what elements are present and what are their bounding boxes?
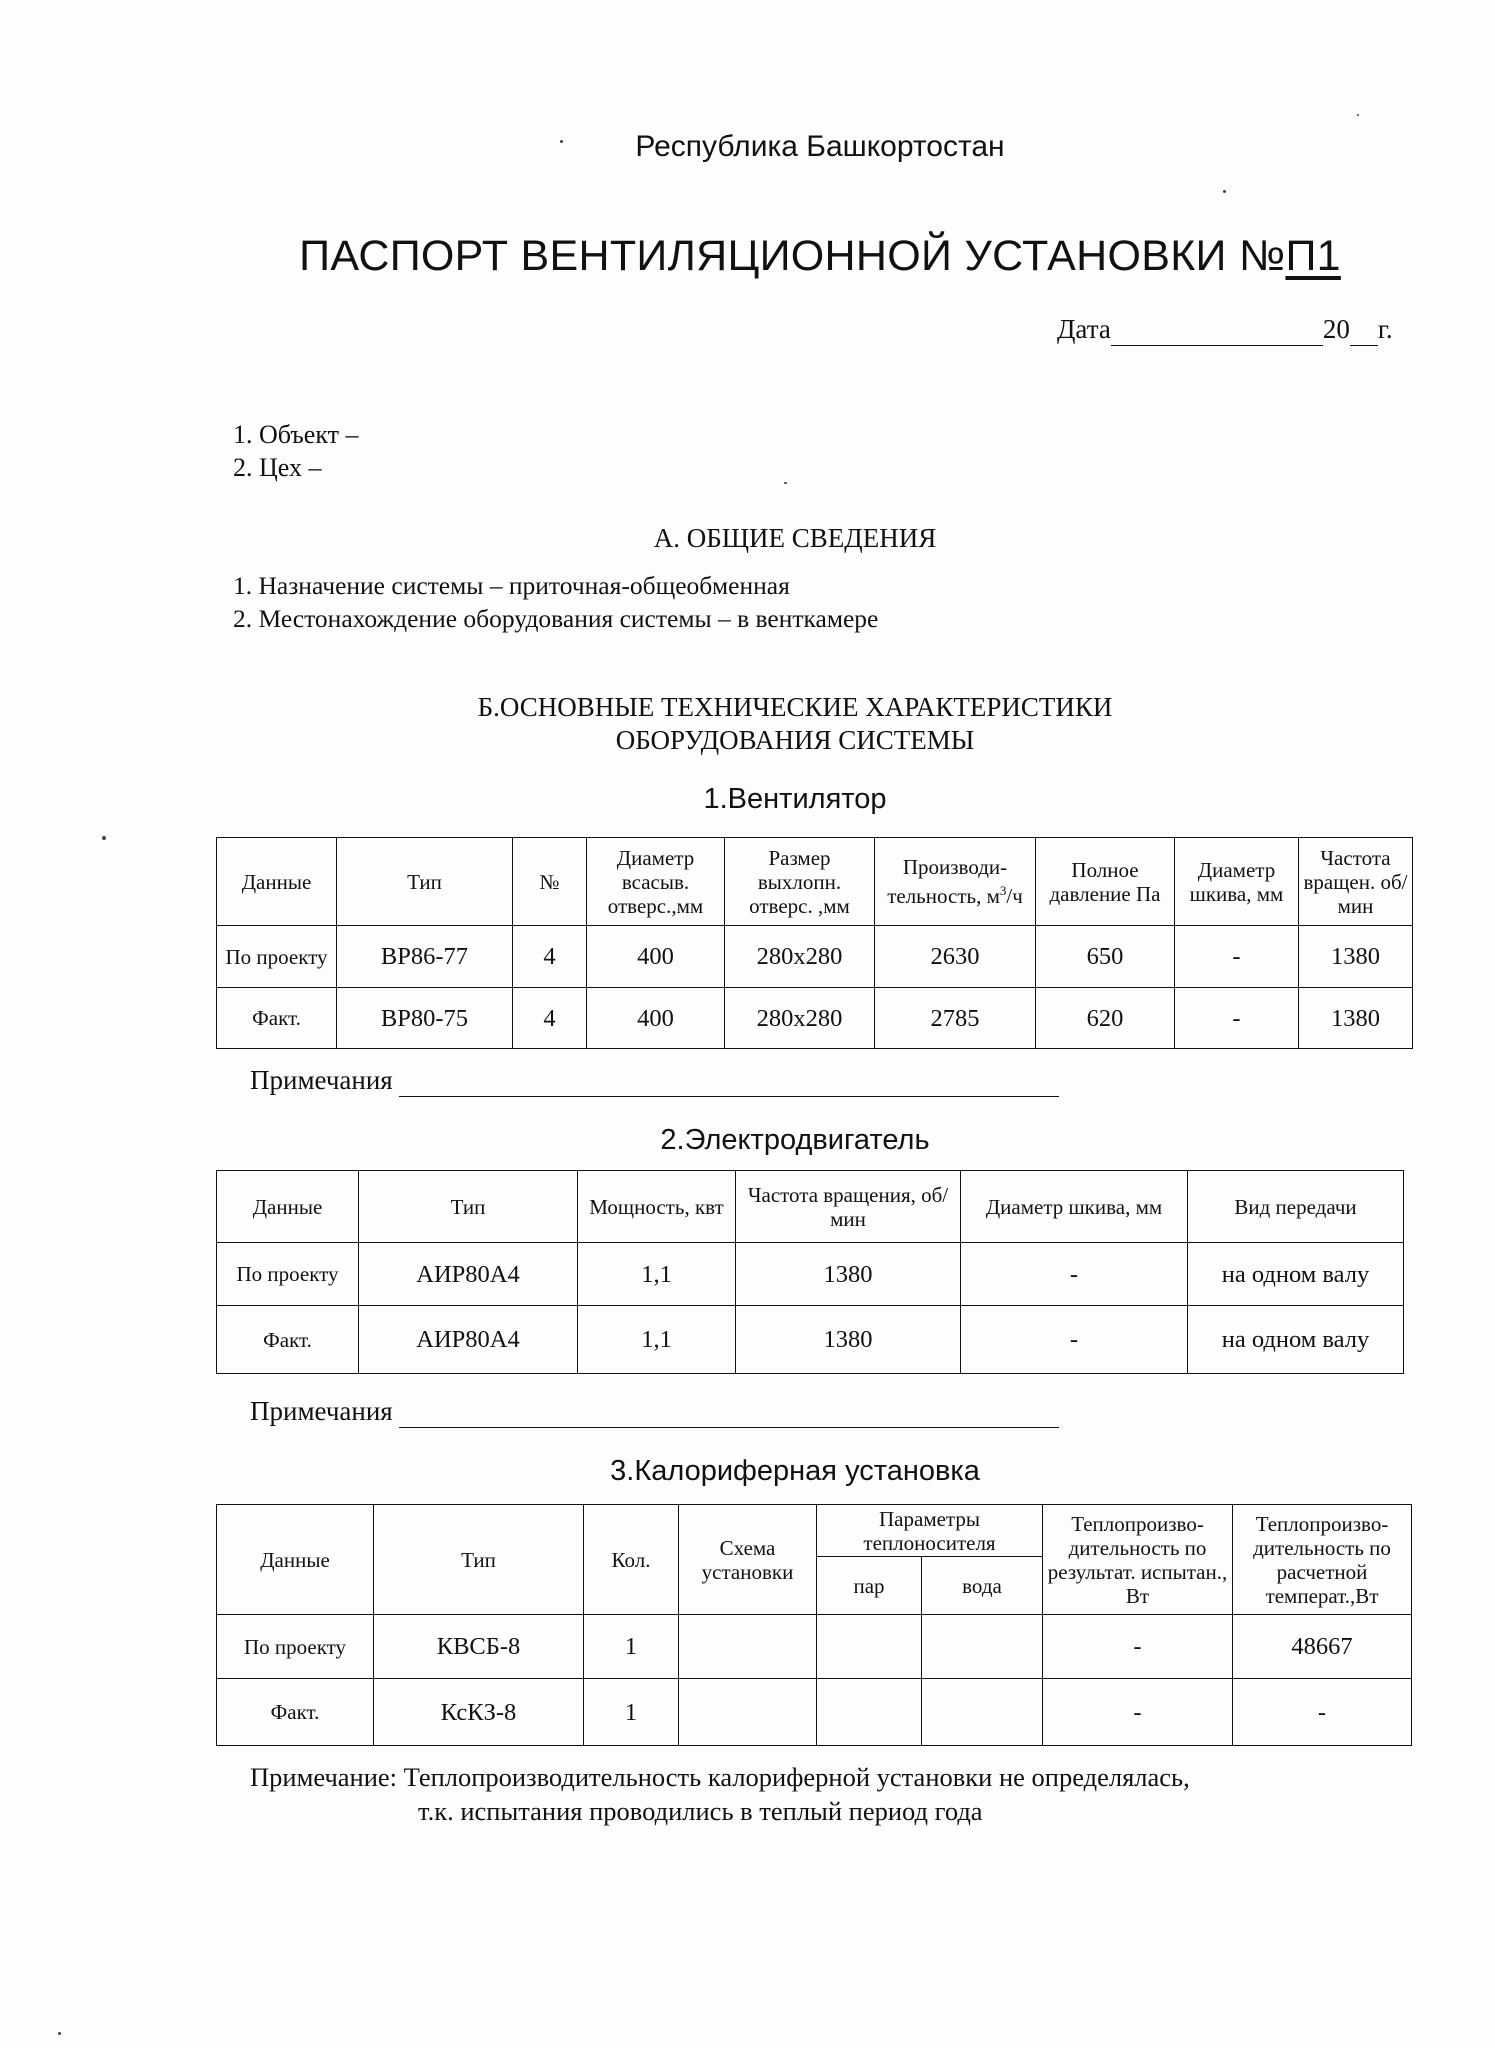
object-info bbox=[233, 418, 359, 484]
scan-speck bbox=[58, 2032, 61, 2035]
scan-speck bbox=[1223, 190, 1226, 193]
fan-header-pulley-diameter: Диаметр шкива, мм bbox=[1175, 838, 1299, 926]
fan-header-outlet-size: Размер выхлопн. отверс. ,мм bbox=[725, 838, 875, 926]
heater-steam bbox=[817, 1615, 922, 1679]
heater-water bbox=[922, 1615, 1043, 1679]
section-b-title-line1: Б.ОСНОВНЫЕ ТЕХНИЧЕСКИЕ ХАРАКТЕРИСТИКИ bbox=[477, 692, 1113, 722]
table-row bbox=[217, 1243, 1404, 1306]
heater-row-label: Факт. bbox=[217, 1679, 374, 1746]
fan-type: ВР86-77 bbox=[337, 926, 513, 988]
table-row bbox=[217, 1679, 1412, 1746]
fan-header-suction-diameter: Диаметр всасыв. отверс.,мм bbox=[587, 838, 725, 926]
fan-rotation: 1380 bbox=[1299, 926, 1413, 988]
fan-outlet-size: 280х280 bbox=[725, 988, 875, 1049]
heater-capacity-test: - bbox=[1043, 1615, 1233, 1679]
motor-transmission: на одном валу bbox=[1188, 1306, 1404, 1374]
heater-row-label: По проекту bbox=[217, 1615, 374, 1679]
table-row bbox=[217, 988, 1413, 1049]
heater-header-data: Данные bbox=[217, 1505, 374, 1615]
date-line bbox=[1057, 314, 1393, 346]
heater-header-row bbox=[217, 1505, 1412, 1557]
heater-capacity-calc: 48667 bbox=[1233, 1615, 1412, 1679]
fan-header-data: Данные bbox=[217, 838, 337, 926]
fan-header-type: Тип bbox=[337, 838, 513, 926]
fan-table bbox=[216, 837, 1413, 1049]
date-year-suffix: г. bbox=[1377, 314, 1393, 344]
fan-notes-label: Примечания bbox=[250, 1065, 393, 1095]
motor-rotation: 1380 bbox=[736, 1243, 961, 1306]
date-blank bbox=[1111, 314, 1323, 346]
fan-pressure: 650 bbox=[1036, 926, 1175, 988]
date-year-blank bbox=[1350, 314, 1378, 346]
motor-notes-label: Примечания bbox=[250, 1396, 393, 1426]
heater-capacity-calc: - bbox=[1233, 1679, 1412, 1746]
motor-type: АИР80А4 bbox=[359, 1306, 578, 1374]
scan-speck bbox=[1357, 114, 1359, 116]
heater-header-quantity: Кол. bbox=[584, 1505, 679, 1615]
section-a-title: А. ОБЩИЕ СВЕДЕНИЯ bbox=[653, 523, 937, 553]
motor-header-power: Мощность, квт bbox=[578, 1171, 736, 1243]
motor-header-rotation: Частота вращения, об/мин bbox=[736, 1171, 961, 1243]
date-label: Дата bbox=[1057, 314, 1111, 344]
fan-header-capacity-suffix: /ч bbox=[1006, 884, 1023, 908]
heater-header-steam: пар bbox=[817, 1557, 922, 1615]
scan-speck bbox=[784, 482, 787, 484]
motor-power: 1,1 bbox=[578, 1243, 736, 1306]
passport-number: П1 bbox=[1285, 232, 1341, 280]
heater-quantity: 1 bbox=[584, 1615, 679, 1679]
object-line: 1. Объект – bbox=[233, 420, 359, 449]
republic-heading: Республика Башкортостан bbox=[635, 130, 1005, 163]
motor-rotation: 1380 bbox=[736, 1306, 961, 1374]
motor-table bbox=[216, 1170, 1404, 1374]
motor-pulley-diameter: - bbox=[961, 1243, 1188, 1306]
heater-scheme bbox=[679, 1679, 817, 1746]
heater-steam bbox=[817, 1679, 922, 1746]
fan-type: ВР80-75 bbox=[337, 988, 513, 1049]
motor-row-label: Факт. bbox=[217, 1306, 359, 1374]
fan-pressure: 620 bbox=[1036, 988, 1175, 1049]
scan-speck bbox=[102, 836, 106, 840]
fan-suction-diameter: 400 bbox=[587, 988, 725, 1049]
scan-speck bbox=[560, 140, 563, 143]
fan-pulley-diameter: - bbox=[1175, 988, 1299, 1049]
section-a-item: 1. Назначение системы – приточная-общеобменная bbox=[233, 571, 790, 600]
fan-header-number: № bbox=[513, 838, 587, 926]
fan-header-capacity-prefix: Производи-тельность, м bbox=[887, 855, 1008, 908]
motor-header-data: Данные bbox=[217, 1171, 359, 1243]
fan-header-rotation: Частота вращен. об/мин bbox=[1299, 838, 1413, 926]
fan-pulley-diameter: - bbox=[1175, 926, 1299, 988]
motor-header-pulley-diameter: Диаметр шкива, мм bbox=[961, 1171, 1188, 1243]
table-row bbox=[217, 1615, 1412, 1679]
fan-row-label: Факт. bbox=[217, 988, 337, 1049]
motor-pulley-diameter: - bbox=[961, 1306, 1188, 1374]
motor-transmission: на одном валу bbox=[1188, 1243, 1404, 1306]
fan-capacity: 2630 bbox=[875, 926, 1036, 988]
fan-suction-diameter: 400 bbox=[587, 926, 725, 988]
passport-title bbox=[0, 232, 1495, 281]
motor-section-title: 2.Электродвигатель bbox=[660, 1124, 930, 1156]
fan-number: 4 bbox=[513, 926, 587, 988]
shop-line: 2. Цех – bbox=[233, 453, 322, 482]
heater-header-scheme: Схема установки bbox=[679, 1505, 817, 1615]
fan-header-capacity-sup: 3 bbox=[999, 883, 1007, 898]
fan-outlet-size: 280х280 bbox=[725, 926, 875, 988]
heater-quantity: 1 bbox=[584, 1679, 679, 1746]
motor-notes-blank bbox=[399, 1396, 1059, 1428]
heater-section-title: 3.Калориферная установка bbox=[610, 1455, 980, 1487]
table-row bbox=[217, 926, 1413, 988]
heater-scheme bbox=[679, 1615, 817, 1679]
heater-header-water: вода bbox=[922, 1557, 1043, 1615]
footer-note-line2: т.к. испытания проводились в теплый период года bbox=[418, 1796, 983, 1826]
fan-row-label: По проекту bbox=[217, 926, 337, 988]
motor-row-label: По проекту bbox=[217, 1243, 359, 1306]
heater-type: КВСБ-8 bbox=[374, 1615, 584, 1679]
heater-header-capacity-calc: Теплопроизво-дительность по расчетной температ.,Вт bbox=[1233, 1505, 1412, 1615]
fan-rotation: 1380 bbox=[1299, 988, 1413, 1049]
motor-power: 1,1 bbox=[578, 1306, 736, 1374]
heater-capacity-test: - bbox=[1043, 1679, 1233, 1746]
motor-header-transmission: Вид передачи bbox=[1188, 1171, 1404, 1243]
heater-header-capacity-test: Теплопроизво-дительность по результат. испытан., Вт bbox=[1043, 1505, 1233, 1615]
heater-header-carrier-params: Параметры теплоносителя bbox=[817, 1505, 1043, 1557]
heater-table bbox=[216, 1504, 1412, 1746]
footer-note bbox=[250, 1760, 1190, 1828]
motor-header-row bbox=[217, 1171, 1404, 1243]
fan-capacity: 2785 bbox=[875, 988, 1036, 1049]
section-a-list bbox=[233, 569, 878, 635]
motor-header-type: Тип bbox=[359, 1171, 578, 1243]
fan-number: 4 bbox=[513, 988, 587, 1049]
fan-header-capacity bbox=[875, 838, 1036, 926]
heater-water bbox=[922, 1679, 1043, 1746]
section-b-title bbox=[0, 691, 1495, 757]
passport-title-prefix: ПАСПОРТ ВЕНТИЛЯЦИОННОЙ УСТАНОВКИ № bbox=[299, 232, 1286, 280]
fan-header-pressure: Полное давление Па bbox=[1036, 838, 1175, 926]
fan-section-title: 1.Вентилятор bbox=[703, 783, 887, 815]
fan-notes-blank bbox=[399, 1065, 1059, 1097]
heater-type: КсКЗ-8 bbox=[374, 1679, 584, 1746]
heater-header-type: Тип bbox=[374, 1505, 584, 1615]
section-b-title-line2: ОБОРУДОВАНИЯ СИСТЕМЫ bbox=[615, 725, 975, 755]
section-a-item: 2. Местонахождение оборудования системы – в венткамере bbox=[233, 604, 879, 633]
date-year-prefix: 20 bbox=[1322, 314, 1350, 344]
motor-notes bbox=[250, 1396, 1059, 1428]
footer-note-line1: Примечание: Теплопроизводительность калориферной установки не определялась, bbox=[250, 1762, 1190, 1792]
fan-header-row bbox=[217, 838, 1413, 926]
motor-type: АИР80А4 bbox=[359, 1243, 578, 1306]
table-row bbox=[217, 1306, 1404, 1374]
fan-notes bbox=[250, 1065, 1059, 1097]
